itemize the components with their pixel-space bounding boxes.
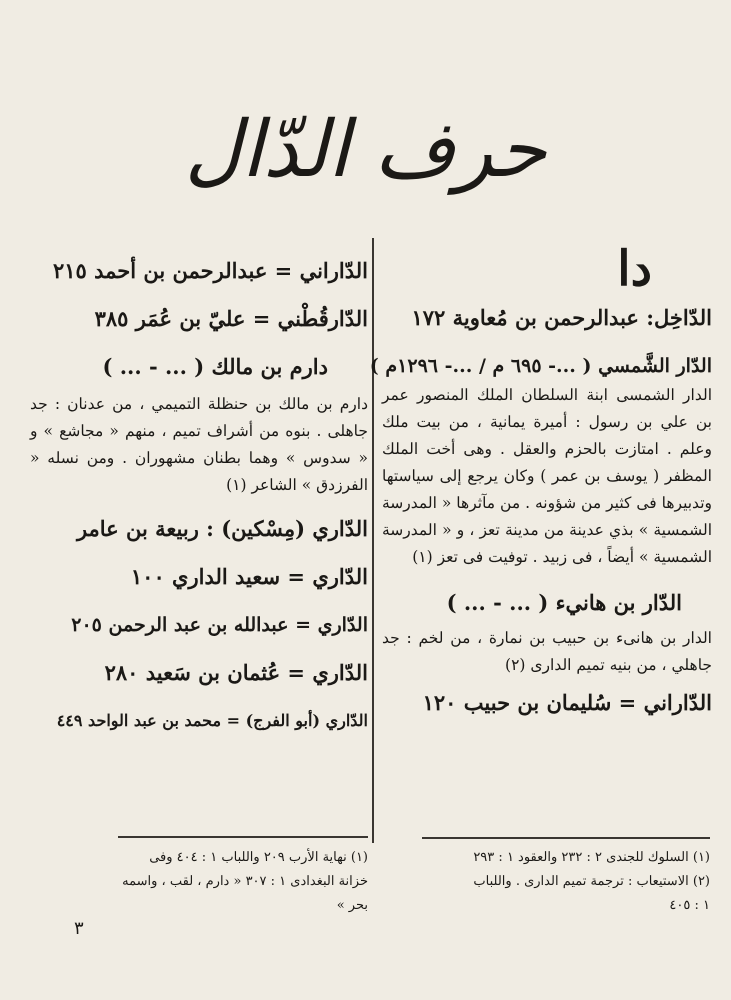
entry-dar-bin-hani-head: الدّار بن هانيء ( ... - ... ) bbox=[446, 590, 682, 615]
right-column bbox=[369, 238, 712, 719]
footnote-rule-right bbox=[422, 837, 710, 839]
entry-daraqutni: الدّارقُطْني = عليّ بن عُمَر ٣٨٥ bbox=[94, 306, 368, 331]
entry-dar-shamsi-head: الدّار الشَّمسي ( ...- ٦٩٥ م / ...- ١٢٩٦م ) bbox=[369, 355, 712, 377]
entry-dari-abdullah: الدّاري = عبدالله بن عبد الرحمن ٢٠٥ bbox=[71, 614, 368, 636]
footnote-rule-left bbox=[118, 836, 368, 838]
letter-heading: دا bbox=[617, 241, 652, 297]
entry-dari-abulfaraj: الدّاري (أبو الفرج) = محمد بن عبد الواحد ٤٤٩ bbox=[56, 711, 368, 730]
entry-dar-shamsi-body: الدار الشمسى ابنة السلطان الملك المنصور عمر بن علي بن رسول : أميرة يمانية ، من بيت ملك وعلم . امتازت بالحزم والعقل . وهى أخت الملك المظفر ( يوسف بن عمر ) وكان يرجع إلى سياستها وتدبيرها فى كثير من شؤونه . من مآثرها « المدرسة الشمسية » بذي عدينة من مدينة تعز ، و « المدرسة الشمسية » أيضاً ، فى زبيد . توفيت فى تعز (١) bbox=[382, 386, 712, 566]
footnotes-right bbox=[384, 846, 710, 918]
footnote-left-2: خزانة البغدادى ١ : ٣٠٧ « دارم ، لقب ، واسمه bbox=[122, 874, 368, 889]
column-divider bbox=[372, 238, 374, 843]
footnote-right-2: (٢) الاستيعاب : ترجمة تميم الدارى . واللباب bbox=[473, 874, 710, 889]
entry-dari-miskin: الدّاري (مِسْكين) : ربيعة بن عامر bbox=[76, 516, 368, 541]
entry-dar-bin-hani-body: الدار بن هانىء بن حبيب بن نمارة ، من لخم : جد جاهلي ، من بنيه تميم الدارى (٢) bbox=[382, 629, 712, 674]
chapter-title: حرف الدّال bbox=[184, 105, 547, 195]
entry-darim-body: دارم بن مالك بن حنظلة التميمي ، من عدنان : جد جاهلى . بنوه من أشراف تميم ، منهم « مجاشع » و « سدوس » وهما بطنان مشهوران . ومن نسله « الفرزدق » الشاعر (١) bbox=[30, 395, 368, 494]
footnotes-left bbox=[30, 846, 368, 918]
entry-darani-sulayman: الدّاراني = سُليمان بن حبيب ١٢٠ bbox=[422, 690, 712, 715]
entry-darim-head: دارم بن مالك ( ... - ... ) bbox=[102, 354, 328, 379]
entry-dari-uthman: الدّاري = عُثمان بن سَعيد ٢٨٠ bbox=[104, 660, 368, 685]
entry-daakhil: الدّاخِل: عبدالرحمن بن مُعاوية ١٧٢ bbox=[411, 305, 712, 330]
footnote-right-3: ١ : ٤٠٥ bbox=[669, 898, 710, 913]
footnote-left-1: (١) نهاية الأرب ٢٠٩ واللباب ١ : ٤٠٤ وفى bbox=[149, 850, 368, 865]
page-number: ٣ bbox=[74, 918, 84, 939]
entry-dari-said: الدّاري = سعيد الداري ١٠٠ bbox=[130, 564, 368, 589]
entry-darani-abdulrahman: الدّاراني = عبدالرحمن بن أحمد ٢١٥ bbox=[52, 258, 368, 283]
left-column bbox=[30, 255, 368, 737]
footnote-left-3: بحر » bbox=[336, 898, 368, 913]
footnote-right-1: (١) السلوك للجندى ٢ : ٢٣٢ والعقود ١ : ٢٩٣ bbox=[473, 850, 710, 865]
